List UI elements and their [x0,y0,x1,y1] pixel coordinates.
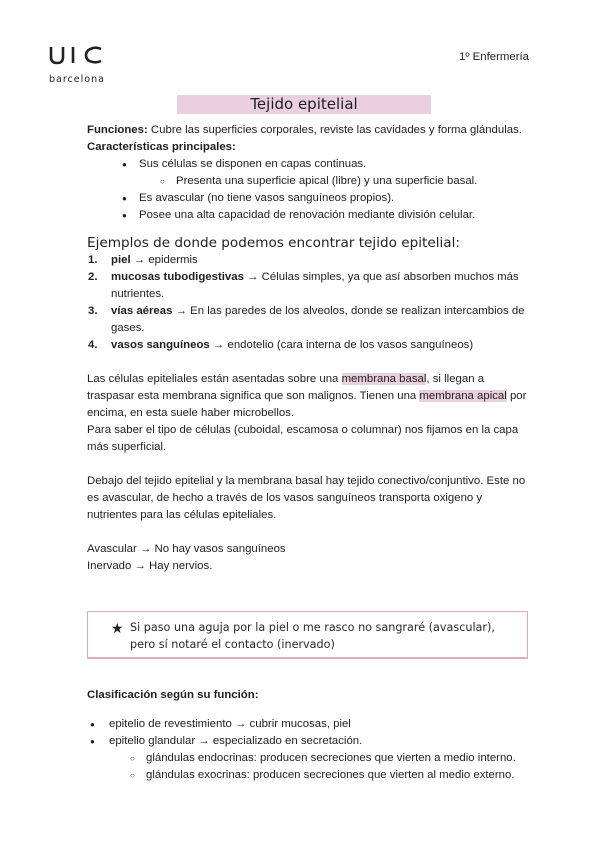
list-item-bold: mucosas tubodigestivas [111,271,244,283]
highlight-membrana-apical: membrana apical [419,390,507,402]
note-text: Si paso una aguja por la piel o me rasco no sangraré (avascular), pero sí notaré el contacto (inervado) [130,621,495,651]
list-item [88,269,532,303]
list-item-bold: vías aéreas [111,305,173,317]
inervado-line: Inervado → Hay nervios. [87,560,213,572]
caracteristicas-label-text: Características principales: [87,141,236,153]
list-number: 1. [88,254,98,266]
list-item-bold: piel [111,254,131,266]
list-number: 3. [88,305,98,317]
clasificacion-section [87,676,532,784]
list-item [109,733,532,784]
list-item [139,156,532,190]
main-content [87,122,532,575]
list-number: 4. [88,339,98,351]
list-item-text: → En las paredes de los alveolos, donde se realizan intercambios de gases. [111,305,525,334]
list-item-text: → epidermis [130,254,198,266]
text-run: , si llegan a traspasar esta membrana significa que son malignos. Tienen una [87,373,485,402]
caracteristicas-label [87,139,532,156]
parrafo-membrana [87,371,532,422]
course-label: 1º Enfermería [459,51,530,63]
list-item [88,337,532,354]
highlight-membrana-basal: membrana basal [341,373,427,385]
uic-logo [49,44,109,85]
clasificacion-label [87,687,532,704]
sub-list [139,173,532,190]
funciones-line [87,122,532,139]
list-item: ○ glándulas endocrinas: producen secreciones que vierten a medio interno. [146,750,532,767]
logo-text: barcelona [49,74,105,85]
list-item: ● Es avascular (no tiene vasos sanguíneos propios). [139,190,532,207]
clasificacion-list [87,716,532,784]
page-title: Tejido epitelial [177,95,431,114]
list-item [88,303,532,337]
parrafo-tejido-conectivo: Debajo del tejido epitelial y la membrana basal hay tejido conectivo/conjuntivo. Este no es avascular, de hecho a través de los vasos sanguíneos transporta oxigeno y nutrientes para las células epiteliales. [87,475,526,521]
text-run: por encima, en esta suele haber microbellos. [87,390,527,419]
star-icon: ★ [111,620,124,636]
list-item: ○ Presenta una superficie apical (libre) y una superficie basal. [176,173,532,190]
list-item-text: epitelio glandular → especializado en secretación. [109,734,363,747]
list-item-text: → Células simples, ya que así absorben muchos más nutrientes. [111,271,519,300]
list-item: ● Posee una alta capacidad de renovación mediante división celular. [139,207,532,224]
list-item [88,252,532,269]
ejemplos-list [87,252,532,354]
list-item-text: Sus células se disponen en capas continuas. [139,158,367,170]
sub-list [109,750,532,784]
list-item: ● epitelio de revestimiento → cubrir mucosas, piel [109,716,532,733]
ejemplos-heading: Ejemplos de donde podemos encontrar tejido epitelial: [87,235,460,251]
note-box [87,611,528,659]
caracteristicas-list [87,156,532,224]
funciones-label: Funciones: [87,124,148,136]
list-item-bold: vasos sanguíneos [111,339,210,351]
list-item-text: → endotelio (cara interna de los vasos sanguíneos) [209,339,474,351]
funciones-text: Cubre las superficies corporales, reviste las cavidades y forma glándulas. [147,124,522,136]
uic-logo-mark [49,44,105,66]
clasificacion-label-text: Clasificación según su función: [87,689,259,702]
list-item: ○ glándulas exocrinas: producen secreciones que vierten al medio externo. [146,767,532,784]
text-run: Las células epiteliales están asentadas sobre una [87,373,342,385]
list-number: 2. [88,271,98,283]
avascular-line: Avascular → No hay vasos sanguíneos [87,543,286,555]
parrafo-tipo-celulas: Para saber el tipo de células (cuboidal, escamosa o columnar) nos fijamos en la capa más superficial. [87,424,519,453]
